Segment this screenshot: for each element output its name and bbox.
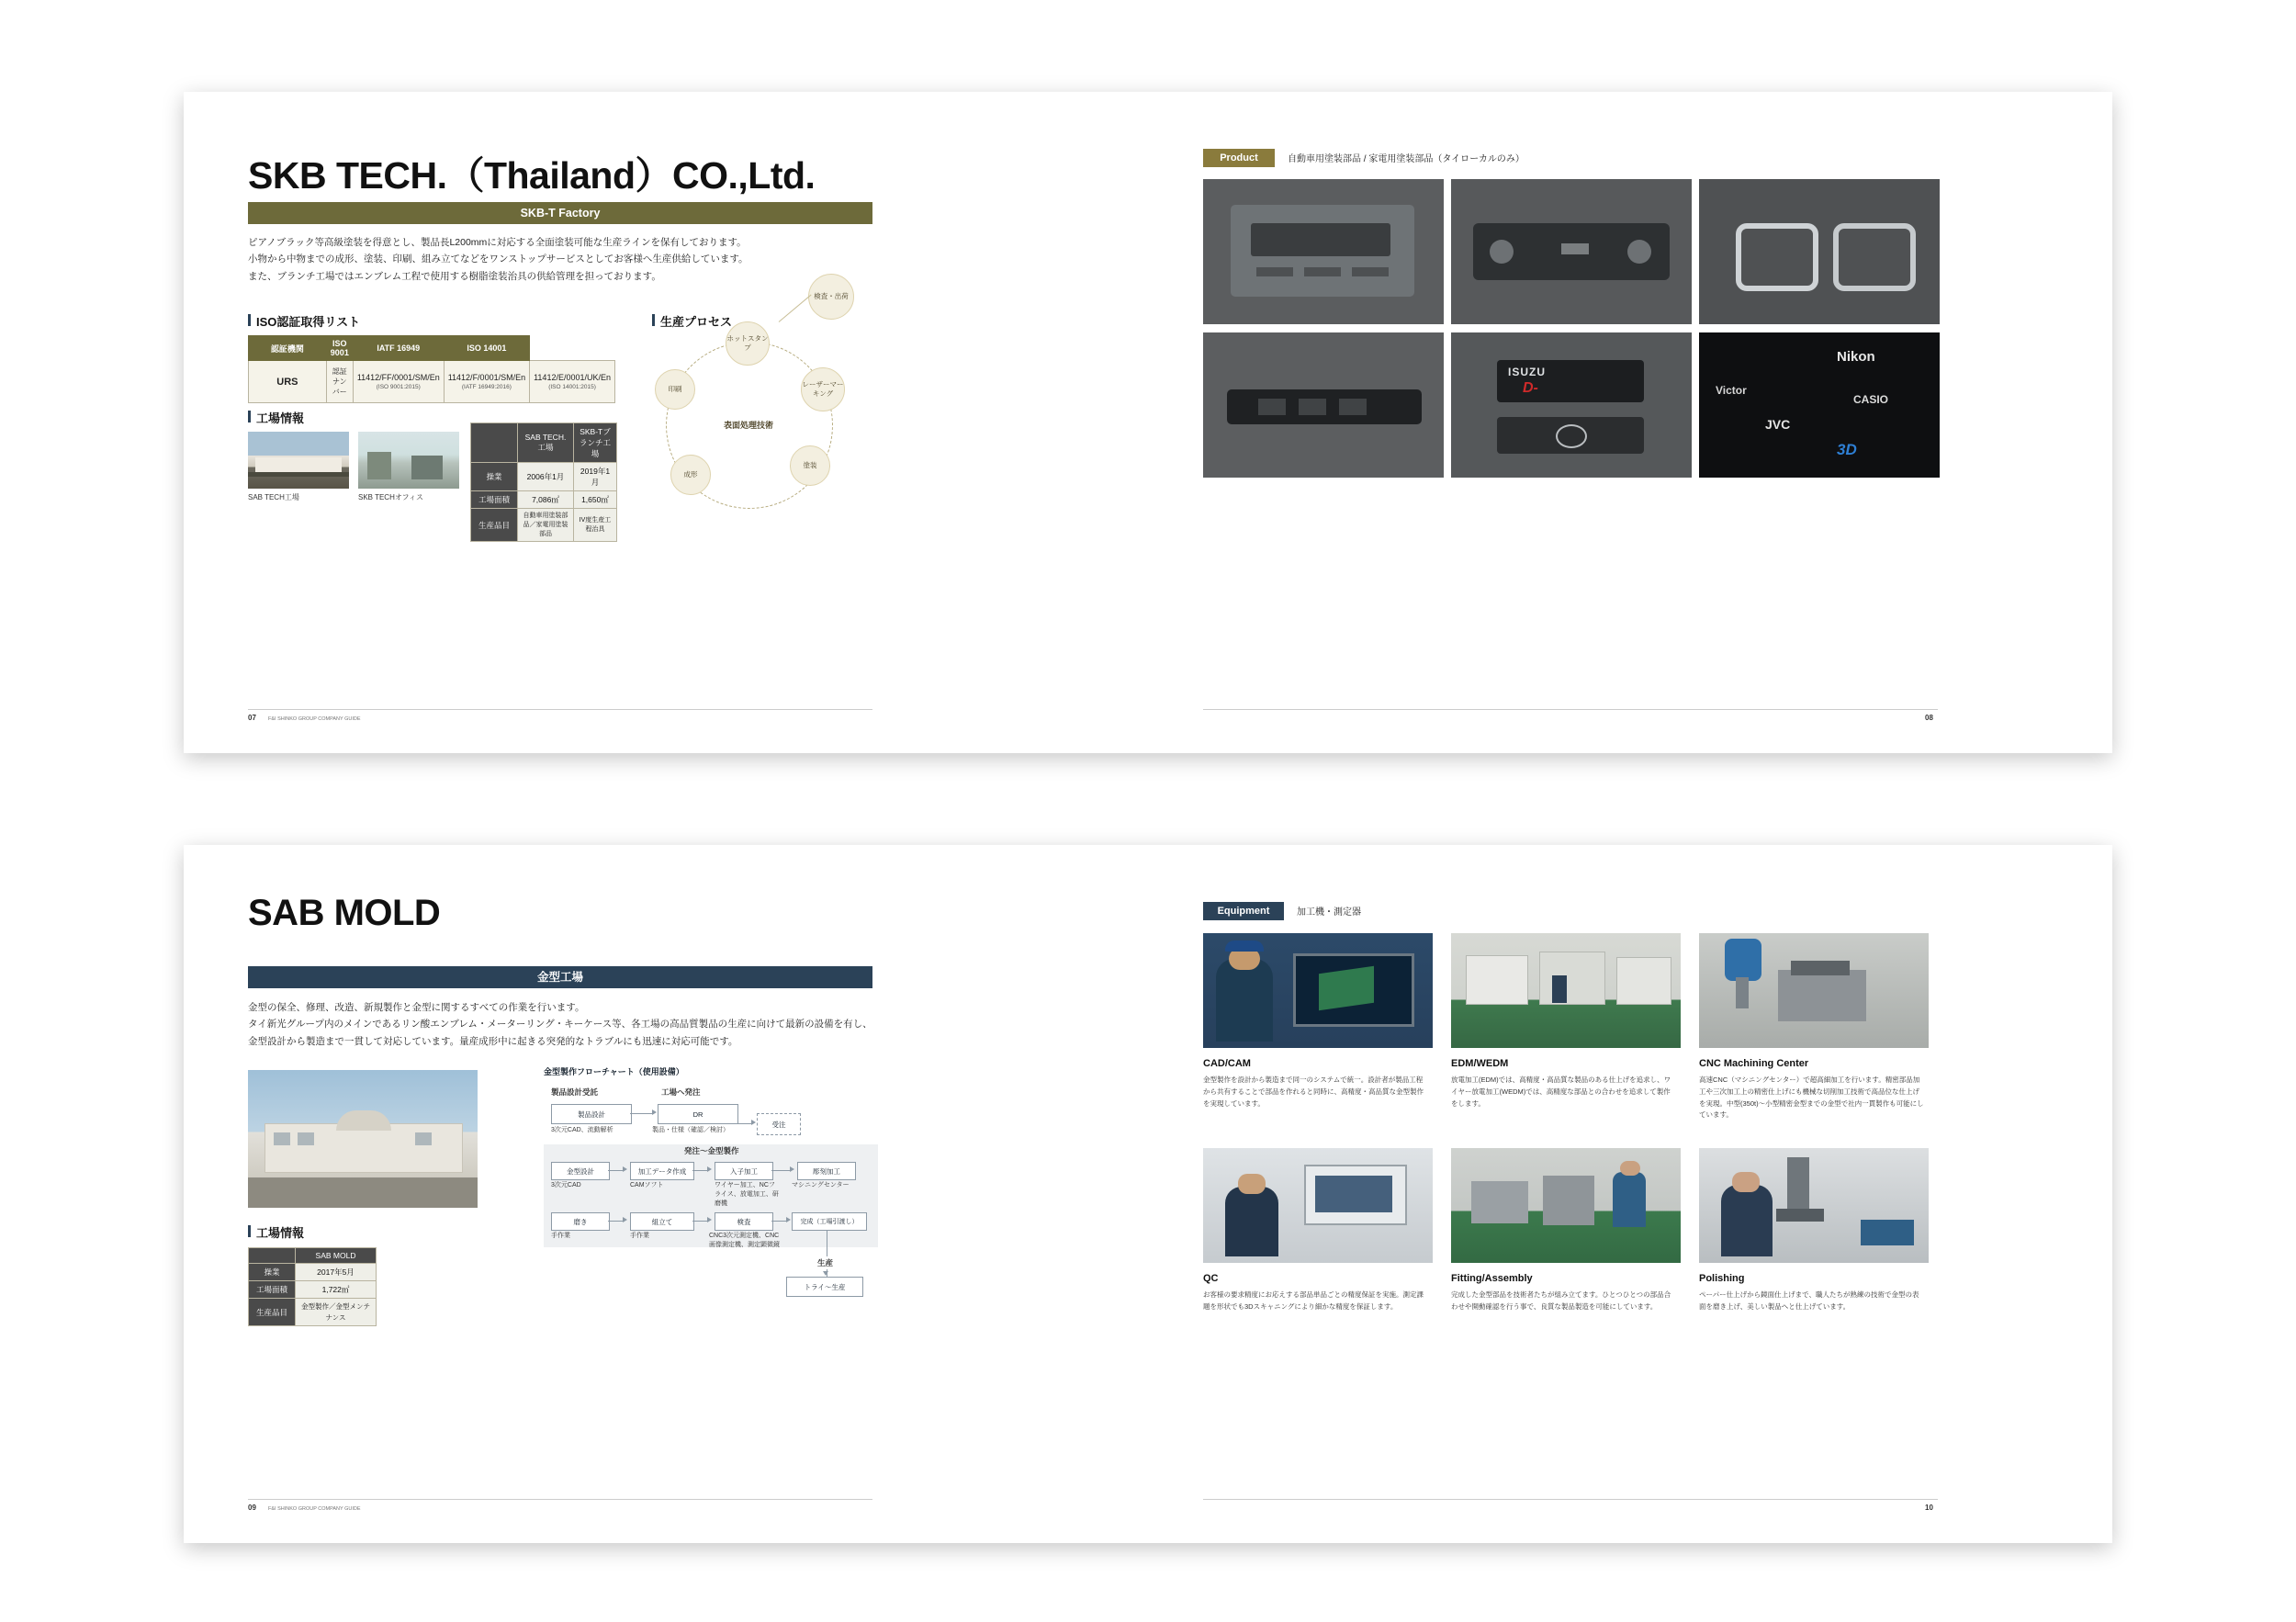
page-footer-text: F&I SHINKO GROUP COMPANY GUIDE: [268, 1506, 361, 1512]
flow-label-production: 生産: [817, 1258, 834, 1267]
intro-line-2: 小物から中物までの成形、塗装、印刷、組み立てなどをワンストップサービスとしてお客様へ生産供給しています。: [248, 253, 748, 265]
caption-sab-tech-factory: SAB TECH工場: [248, 493, 299, 501]
page-title-sab-mold: SAB MOLD: [248, 893, 441, 933]
equipment-title-edm-wedm: EDM/WEDM: [1451, 1058, 1509, 1069]
equipment-desc-cad-cam: 金型製作を設計から製造まで同一のシステムで統一。設計者が製品工程から共有することで部品を作れると同時に、高精度・高品質な金型製作を実現しています。: [1203, 1076, 1424, 1108]
table-row: URS 認証ナンバー 11412/FF/0001/SM/En (ISO 9001:2015) 11412/F/0001/SM/En (IATF 16949:2016) 11412/E/0001/UK/En (ISO 14001:2015): [249, 361, 615, 403]
product-photo-climate-control-panel: [1451, 179, 1692, 324]
tag-product: Product: [1203, 149, 1275, 167]
photo-sab-mold-building: [248, 1070, 478, 1208]
page-08: [1148, 92, 2112, 753]
equipment-photo-fitting-assembly: [1451, 1148, 1681, 1263]
iso-certification-table: [248, 335, 615, 403]
process-node-hot-stamp: ホットスタンプ: [726, 321, 770, 366]
equipment-title-cnc: CNC Machining Center: [1699, 1058, 1809, 1069]
equipment-title-qc: QC: [1203, 1273, 1219, 1284]
flow-label-order-to-factory: 工場へ発注: [661, 1087, 701, 1097]
equipment-photo-polishing: [1699, 1148, 1929, 1263]
equipment-desc-polishing: ペーパー仕上げから鏡面仕上げまで、職人たちが熟練の技術で金型の表面を磨き上げ、美しい製品へと仕上げています。: [1699, 1290, 1919, 1311]
flow-box-assembly: 組立て: [630, 1212, 694, 1231]
table-header-row: SAB TECH.工場 SKB-Tブランチ工場: [471, 423, 617, 463]
page-number-09: 09: [248, 1504, 256, 1512]
tag-equipment-description: 加工機・測定器: [1297, 907, 1361, 918]
flow-box-completion: 完成（工場引渡し）: [792, 1212, 867, 1231]
table-header-row: SAB MOLD: [249, 1248, 377, 1264]
table-header-row: 認証機関 ISO 9001 IATF 16949 ISO 14001: [249, 336, 615, 361]
equipment-photo-cnc-machining-center: [1699, 933, 1929, 1048]
tag-equipment: Equipment: [1203, 902, 1284, 920]
equipment-title-cad-cam: CAD/CAM: [1203, 1058, 1251, 1069]
photo-skb-tech-office: [358, 432, 459, 489]
brochure-spread-page-09-10: [184, 845, 2112, 1543]
product-photo-brand-logo-samples: Nikon Victor CASIO JVC 3D: [1699, 332, 1940, 478]
intro-line-3: 金型設計から製造まで一貫して対応しています。量産成形中に起きる突発的なトラブルにも迅速に対応可能です。: [248, 1035, 738, 1047]
flow-box-order-received: 受注: [757, 1113, 801, 1135]
brochure-spread-page-07-08: [184, 92, 2112, 753]
flow-note-insert-machining: ワイヤー加工、NCフライス、放電加工、研磨機: [715, 1182, 779, 1207]
equipment-desc-fitting: 完成した金型部品を技術者たちが組み立てます。ひとつひとつの部品合わせや開動確認を行う事で、良質な製品製造を可能にしています。: [1451, 1290, 1671, 1311]
flow-label-product-design: 製品設計受託: [551, 1087, 599, 1097]
process-node-laser-marking: レーザーマーキング: [801, 367, 845, 411]
product-photo-isuzu-mazda-emblems: ISUZU D-: [1451, 332, 1692, 478]
equipment-desc-qc: お客様の要求精度にお応えする部品単品ごとの精度保証を実施。測定課題を形状でも3Dスキャニングにより細かな精度を保証します。: [1203, 1290, 1424, 1311]
flow-note-assembly: 手作業: [630, 1233, 649, 1239]
process-node-painting: 塗装: [790, 445, 830, 486]
flow-box-polish: 磨き: [551, 1212, 610, 1231]
equipment-photo-edm-wedm: [1451, 933, 1681, 1048]
tag-product-description: 自動車用塗装部品 / 家電用塗装部品（タイローカルのみ）: [1288, 154, 1525, 164]
flow-note-cam-data: CAMソフト: [630, 1182, 664, 1188]
heading-iso-list: ISO認証取得リスト: [248, 312, 360, 330]
equipment-title-polishing: Polishing: [1699, 1273, 1745, 1284]
product-photo-black-trim-bracket: [1203, 332, 1444, 478]
flow-box-inspection: 検査: [715, 1212, 773, 1231]
flow-box-trial-production: トライ〜生産: [786, 1277, 863, 1297]
iso14001-cell: 11412/E/0001/UK/En (ISO 14001:2015): [530, 361, 615, 403]
factory-info-table-skbt: [470, 422, 617, 542]
page-09: SAB MOLD 金型工場 金型の保全、修理、改造、新規製作と金型に関するすべての作業を行います。 タイ新光グループ内のメインであるリン酸エンブレム・メーターリング・キーケース等、各工場の高品質製品の生産に向けて最新の設備を有し、 金型設計から製造まで一貫して対応しています。量産成形中に起きる突発的なトラブルにも迅速に対応可能です。 工場情報 SAB MOLD 操業 2017年5月 工場面積 1,722㎡ 生産品目 金型製作／金型メンテナンス 金型製作フローチャート（使用設備） 製品設計受託 工場へ発注 製品設計 3次元CAD、流動解析 DR 製品・仕様（確認／検討） 受注 発注〜金型製作 金型設計 3次元CAD 加工データ作成 CAMソフト 入子加工 ワイヤー加工、NCフライス、放電加工、研磨機 彫刻加工 マシニングセンター 磨き 手作業 組立て 手作業 検査 CNC3次元測定機、CNC画像測定機、測定顕微鏡 完成（工場引渡し） 生産 トライ〜生産 09 F&I SHINKO GROUP COMPANY GUIDE: [184, 845, 1148, 1543]
flow-note-polish: 手作業: [551, 1233, 570, 1239]
intro-line-2: タイ新光グループ内のメインであるリン酸エンブレム・メーターリング・キーケース等、各工場の高品質製品の生産に向けて最新の設備を有し、: [248, 1019, 872, 1031]
equipment-desc-edm-wedm: 放電加工(EDM)では、高精度・高品質な製品のある仕上げを追求し、ワイヤー放電加工(WEDM)では、高精度な部品との合わせを追求して製作をします。: [1451, 1076, 1671, 1108]
process-node-molding: 成形: [670, 455, 711, 495]
flow-box-cam-data: 加工データ作成: [630, 1162, 694, 1180]
process-center-label: 表面処理技術: [723, 420, 773, 430]
section-bar-mold-factory: 金型工場: [248, 966, 872, 988]
intro-line-1: ピアノブラック等高級塗装を得意とし、製品長L200mmに対応する全面塗装可能な生産ラインを保有しております。: [248, 237, 747, 248]
flow-box-insert-machining: 入子加工: [715, 1162, 773, 1180]
equipment-title-fitting: Fitting/Assembly: [1451, 1273, 1533, 1284]
flow-note-inspection: CNC3次元測定機、CNC画像測定機、測定顕微鏡: [709, 1233, 780, 1248]
flow-label-order-to-mold: 発注〜金型製作: [684, 1146, 739, 1155]
process-node-inspection-shipping: 検査・出荷: [808, 274, 854, 320]
intro-paragraph: [248, 234, 882, 285]
equipment-photo-cad-cam: [1203, 933, 1433, 1048]
flow-box-mold-design: 金型設計: [551, 1162, 610, 1180]
page-footer-text: F&I SHINKO GROUP COMPANY GUIDE: [268, 716, 361, 722]
flow-note-engraving: マシニングセンター: [792, 1182, 850, 1188]
equipment-photo-qc: [1203, 1148, 1433, 1263]
page-title-skb-tech: SKB TECH.（Thailand）CO.,Ltd.: [248, 154, 816, 197]
product-photo-chrome-bezel-pair: [1699, 179, 1940, 324]
flow-box-dr: DR: [658, 1104, 738, 1124]
factory-info-table-sabmold: [248, 1247, 377, 1326]
heading-factory-info-1: 工場情報: [248, 409, 304, 426]
table-row: 生産品目 自動車用塗装部品／家電用塗装部品 IV度生産工程治具: [471, 509, 617, 542]
page-07: [184, 92, 1148, 753]
heading-production-process: 生産プロセス: [652, 312, 732, 330]
flow-box-engraving: 彫刻加工: [797, 1162, 856, 1180]
flow-box-product-design: 製品設計: [551, 1104, 632, 1124]
flow-note-dr: 製品・仕様（確認／検討）: [652, 1127, 729, 1133]
page-number-10: 10: [1925, 1504, 1933, 1512]
table-row: 工場面積 7,086㎡ 1,650㎡: [471, 491, 617, 509]
iatf-cell: 11412/F/0001/SM/En (IATF 16949:2016): [444, 361, 529, 403]
intro-line-1: 金型の保全、修理、改造、新規製作と金型に関するすべての作業を行います。: [248, 1002, 585, 1013]
intro-line-3: また、ブランチ工場ではエンブレム工程で使用する樹脂塗装治具の供給管理を担っております。: [248, 270, 661, 282]
page-10: [1148, 845, 2112, 1543]
section-bar-skbt-factory: SKB-T Factory: [248, 202, 872, 224]
photo-sab-tech-factory: [248, 432, 349, 489]
table-row: 工場面積 1,722㎡: [249, 1281, 377, 1299]
table-row: 操業 2017年5月: [249, 1264, 377, 1281]
process-node-printing: 印刷: [655, 369, 695, 410]
table-row: 操業 2006年1月 2019年1月: [471, 463, 617, 491]
equipment-desc-cnc: 高速CNC（マシニングセンター）で超高細加工を行います。精密部品加工や三次加工上の精密仕上げにも機械な切削加工技術で高品位な仕上げを実現。中型(350t)〜小型精密金型までの金型で社内一貫製作も可能にしています。: [1699, 1076, 1924, 1120]
page-number-07: 07: [248, 714, 256, 722]
iso9001-cell: 11412/FF/0001/SM/En (ISO 9001:2015): [353, 361, 444, 403]
product-photo-car-audio-panel: [1203, 179, 1444, 324]
caption-skb-tech-office: SKB TECHオフィス: [358, 493, 423, 501]
heading-factory-info-2: 工場情報: [248, 1223, 304, 1241]
flow-note-mold-design: 3次元CAD: [551, 1182, 581, 1188]
table-row: 生産品目 金型製作／金型メンテナンス: [249, 1299, 377, 1326]
flow-note-product-design: 3次元CAD、流動解析: [551, 1127, 613, 1133]
page-number-08: 08: [1925, 714, 1933, 722]
intro-paragraph: [248, 999, 891, 1050]
